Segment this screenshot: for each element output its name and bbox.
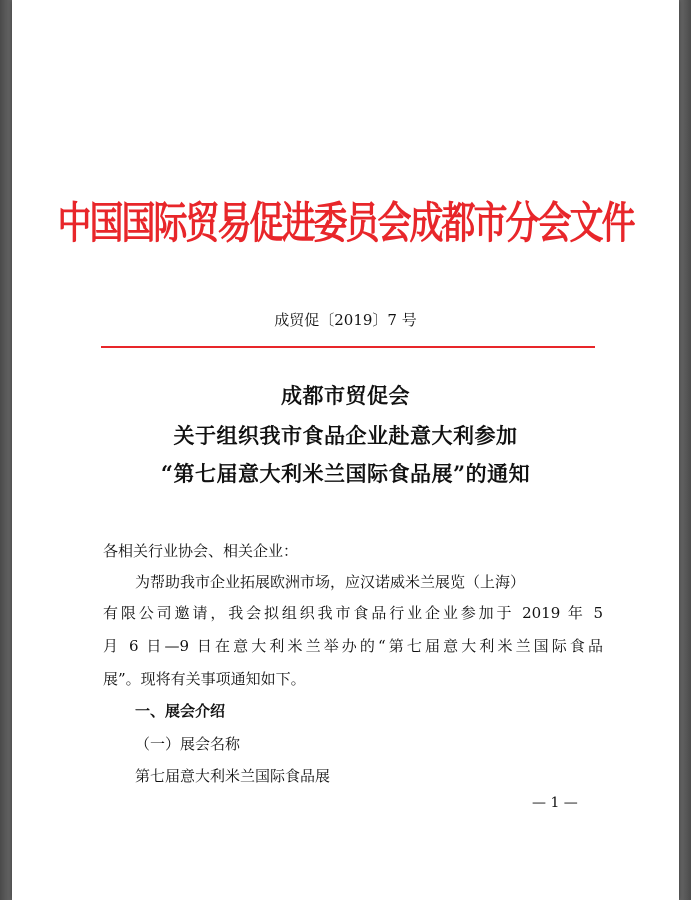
notice-title-line-2: 关于组织我市食品企业赴意大利参加: [173, 423, 518, 448]
paragraph-line: 有限公司邀请，我会拟组织我市食品行业企业参加于 2019 年 5: [103, 604, 603, 622]
document-page: [12, 0, 679, 900]
paragraph-line: 展”。现将有关事项通知如下。: [103, 670, 306, 688]
document-number: 成贸促〔2019〕7 号: [274, 311, 417, 329]
salutation: 各相关行业协会、相关企业：: [103, 542, 299, 560]
page-number: — 1 —: [532, 795, 578, 811]
paragraph-line: 为帮助我市企业拓展欧洲市场，应汉诺威米兰展览（上海）: [135, 573, 526, 591]
subsection-heading: （一）展会名称: [135, 735, 241, 753]
paragraph-line: 月 6 日—9 日在意大利米兰举办的“第七届意大利米兰国际食品: [103, 637, 603, 655]
section-heading: 一、展会介绍: [135, 702, 226, 720]
notice-title-line-1: 成都市贸促会: [281, 383, 410, 408]
document-masthead: 中国国际贸易促进委员会成都市分会文件: [57, 198, 634, 250]
exhibition-name: 第七届意大利米兰国际食品展: [135, 767, 331, 785]
notice-title-line-3: “第七届意大利米兰国际食品展”的通知: [160, 461, 531, 486]
red-divider-line: [101, 346, 595, 348]
